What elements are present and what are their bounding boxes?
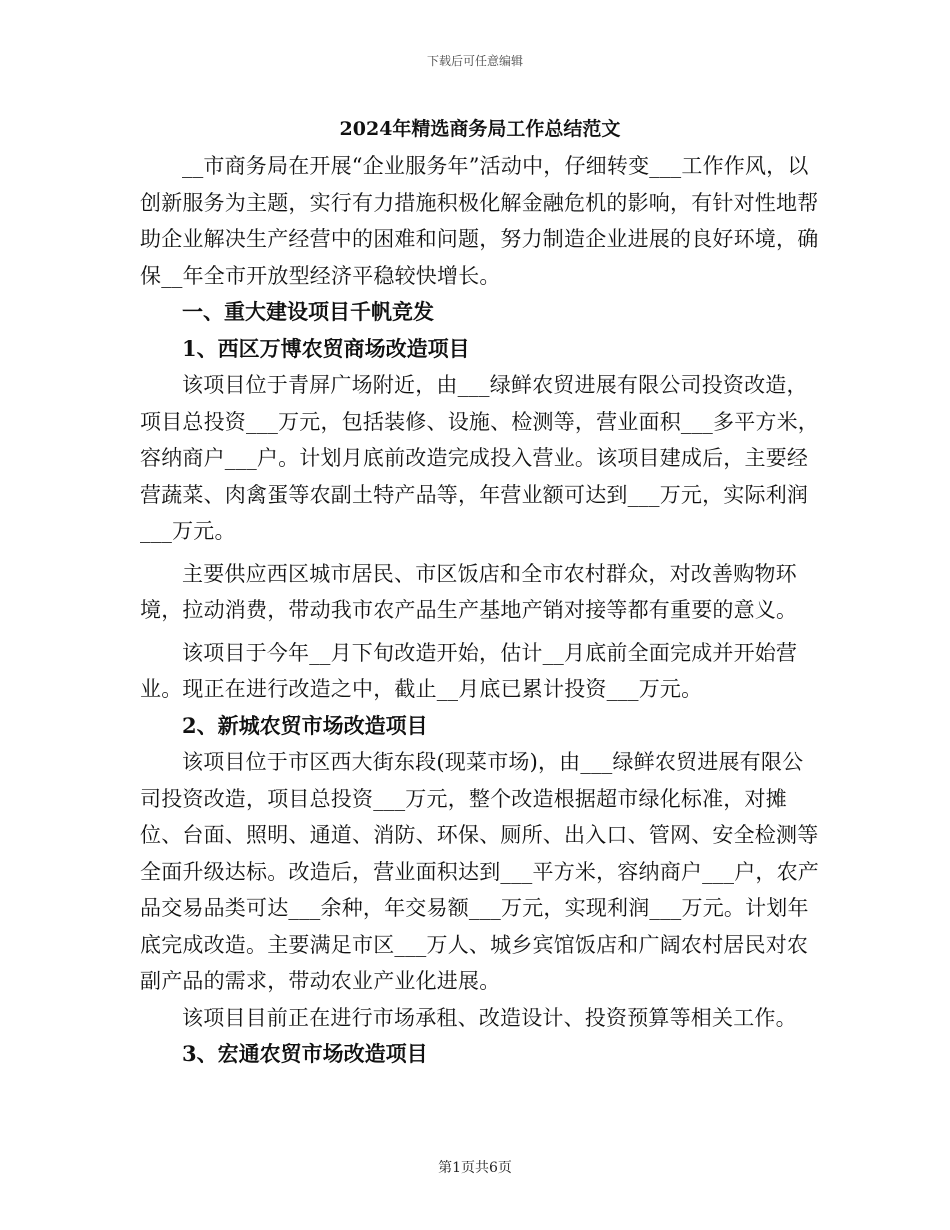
section-heading-1: 一、重大建设项目千帆竞发 [182,299,434,324]
paragraph-project2-overview: 该项目位于市区西大街东段(现菜市场)，由___绿鲜农贸进展有限公司投资改造，项目总投资___万元，整个改造根据超市绿化标准，对摊位、台面、照明、通道、消防、环保、厕所、出入口、管网、安全检测等全面升级达标。改造后，营业面积达到___平方米，容纳商户___户，农产品交易品类可达___余种，年交易额___万元，实现利润___万元。计划年底完成改造。主要满足市区___万人、城乡宾馆饭店和广阔农村居民对农副产品的需求，带动农业产业化进展。 [140,750,819,993]
subsection-heading-1: 1、西区万博农贸商场改造项目 [182,335,470,361]
subsection-heading-2: 2、新城农贸市场改造项目 [182,712,428,738]
document-title: 2024年精选商务局工作总结范文 [339,118,621,140]
subsection-heading-3: 3、宏通农贸市场改造项目 [182,1041,428,1066]
page-footer: 第1页共6页 [438,1160,512,1176]
paragraph-project1-significance: 主要供应西区城市居民、市区饭店和全市农村群众，对改善购物环境，拉动消费，带动我市农产品生产基地产销对接等都有重要的意义。 [140,561,798,622]
paragraph-project1-overview: 该项目位于青屏广场附近，由___绿鲜农贸进展有限公司投资改造，项目总投资___万元，包括装修、设施、检测等，营业面积___多平方米，容纳商户___户。计划月底前改造完成投入营业。该项目建成后，主要经营蔬菜、肉禽蛋等农副土特产品等，年营业额可达到___万元，实际利润___万元。 [140,373,819,543]
paragraph-project1-progress: 该项目于今年__月下旬改造开始，估计__月底前全面完成并开始营业。现正在进行改造之中，截止__月底已累计投资___万元。 [140,640,798,701]
intro-paragraph: __市商务局在开展“企业服务年”活动中，仔细转变___工作作风，以创新服务为主题，实行有力措施积极化解金融危机的影响，有针对性地帮助企业解决生产经营中的困难和问题，努力制造企业进展的良好环境，确保__年全市开放型经济平稳较快增长。 [140,154,819,288]
paragraph-project2-progress: 该项目目前正在进行市场承租、改造设计、投资预算等相关工作。 [182,1005,797,1030]
page-header: 下载后可任意编辑 [426,54,523,68]
document-body [140,112,820,1073]
